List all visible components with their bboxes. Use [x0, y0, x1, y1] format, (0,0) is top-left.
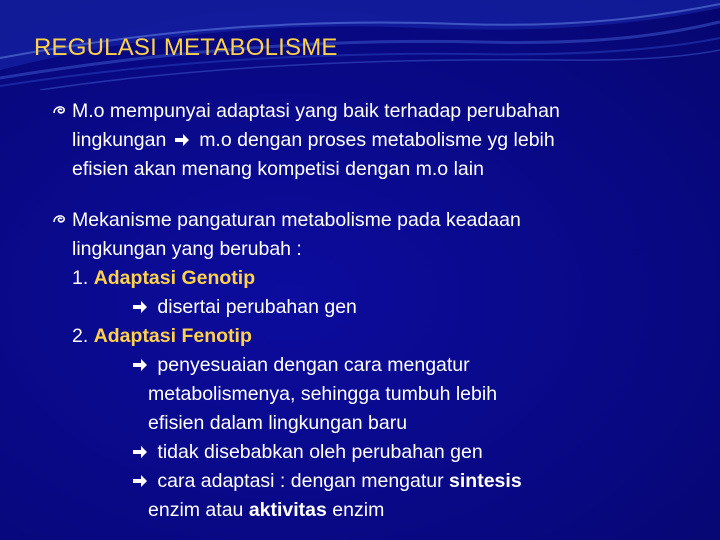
right-arrow-icon [132, 444, 148, 460]
item-2-arrow-3-cont [52, 496, 692, 525]
item-2-arrow-2 [52, 438, 692, 467]
item-1-number: 1. [72, 267, 89, 289]
bullet-point-2 [52, 206, 692, 235]
item-2-arrow-1-cont-2 [52, 409, 692, 438]
right-arrow-icon [132, 473, 148, 489]
item-2-arrow-1 [52, 351, 692, 380]
item-2-arrow-3-text-b: sintesis [449, 470, 522, 492]
curl-bullet-icon [52, 103, 68, 119]
item-2-number: 2. [72, 325, 89, 347]
point1-text-4: efisien akan menang kompetisi dengan m.o lain [72, 158, 484, 180]
right-arrow-icon [132, 357, 148, 373]
point1-text-2: lingkungan [72, 129, 167, 151]
item-2-label: Adaptasi Fenotip [93, 325, 252, 347]
item-2-arrow-3 [52, 467, 692, 496]
slide-title: REGULASI METABOLISME [34, 34, 338, 61]
right-arrow-icon [132, 299, 148, 315]
bullet-point-1 [52, 97, 692, 126]
item-2-arrow-1-text-1: penyesuaian dengan cara mengatur [157, 354, 470, 376]
curl-bullet-icon [52, 212, 68, 228]
item-2-arrow-2-text: tidak disebabkan oleh perubahan gen [157, 441, 483, 463]
item-2-arrow-3-text-a: cara adaptasi : dengan mengatur [157, 470, 444, 492]
item-2-arrow-1-text-2: metabolismenya, sehingga tumbuh lebih [148, 383, 498, 405]
item-2-arrow-3-text-e: enzim [332, 499, 385, 521]
item-1-arrow-1-text: disertai perubahan gen [157, 296, 357, 318]
right-arrow-icon [174, 132, 190, 148]
point1-line-2 [52, 126, 692, 155]
point1-text-3: m.o dengan proses metabolisme yg lebih [199, 129, 555, 151]
point2-line-2 [52, 235, 692, 264]
item-2-arrow-1-cont-1 [52, 380, 692, 409]
item-2-arrow-3-text-c: enzim atau [148, 499, 244, 521]
item-2-arrow-1-text-3: efisien dalam lingkungan baru [148, 412, 408, 434]
item-2-arrow-3-text-d: aktivitas [248, 499, 327, 521]
point2-text-2: lingkungan yang berubah : [72, 238, 302, 260]
item-1-arrow-1 [52, 293, 692, 322]
item-1-heading [52, 264, 692, 293]
point1-text-1: M.o mempunyai adaptasi yang baik terhadap perubahan [72, 100, 560, 122]
item-2-heading [52, 322, 692, 351]
point2-text-1: Mekanisme pangaturan metabolisme pada keadaan [72, 209, 521, 231]
item-1-label: Adaptasi Genotip [93, 267, 256, 289]
slide-body [52, 97, 692, 525]
point1-line-3 [52, 155, 692, 184]
